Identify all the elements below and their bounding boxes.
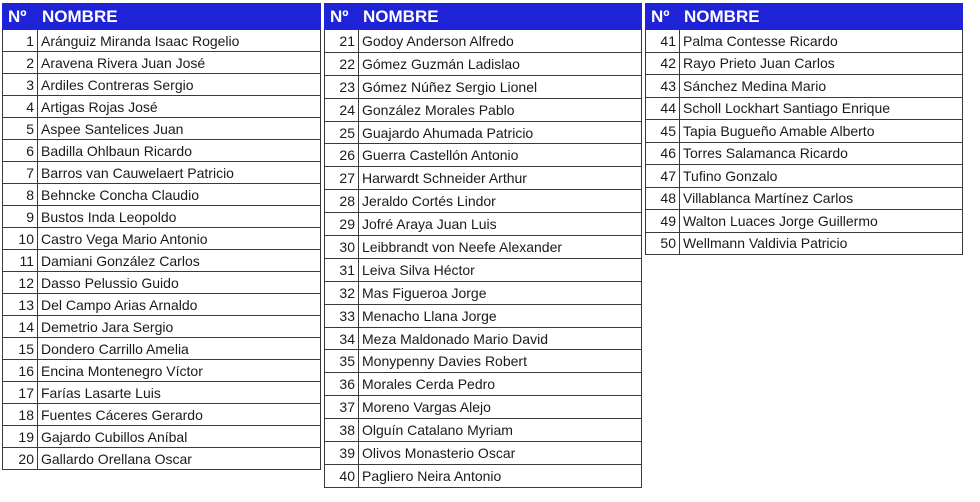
member-name: González Morales Pablo — [359, 98, 642, 121]
table-row — [3, 30, 321, 52]
row-number: 40 — [325, 464, 359, 487]
member-name: Moreno Vargas Alejo — [359, 396, 642, 419]
table-row — [3, 448, 321, 470]
table-row — [325, 30, 642, 53]
member-name: Torres Salamanca Ricardo — [680, 142, 963, 165]
table-row — [325, 75, 642, 98]
row-number: 8 — [3, 184, 38, 206]
table-row — [3, 228, 321, 250]
table-header-row — [646, 4, 963, 30]
row-number: 32 — [325, 281, 359, 304]
member-name: Jeraldo Cortés Lindor — [359, 190, 642, 213]
name-header: NOMBRE — [359, 4, 642, 30]
table-row — [325, 190, 642, 213]
member-name: Damiani González Carlos — [38, 250, 321, 272]
table-row — [325, 419, 642, 442]
table-row — [325, 396, 642, 419]
table-row — [3, 404, 321, 426]
member-name: Barros van Cauwelaert Patricio — [38, 162, 321, 184]
table-row — [3, 360, 321, 382]
member-name: Leibbrandt von Neefe Alexander — [359, 236, 642, 259]
member-name: Gajardo Cubillos Aníbal — [38, 426, 321, 448]
row-number: 48 — [646, 187, 680, 210]
table-row — [3, 184, 321, 206]
table-row — [3, 338, 321, 360]
table-row — [3, 316, 321, 338]
row-number: 46 — [646, 142, 680, 165]
member-name: Sánchez Medina Mario — [680, 75, 963, 98]
row-number: 28 — [325, 190, 359, 213]
row-number: 17 — [3, 382, 38, 404]
table-row — [646, 210, 963, 233]
name-header: NOMBRE — [38, 4, 321, 30]
row-number: 50 — [646, 232, 680, 255]
row-number: 38 — [325, 419, 359, 442]
member-name: Rayo Prieto Juan Carlos — [680, 52, 963, 75]
number-header: Nº — [3, 4, 38, 30]
table-row — [325, 236, 642, 259]
row-number: 2 — [3, 52, 38, 74]
row-number: 33 — [325, 304, 359, 327]
table-row — [646, 30, 963, 53]
table-row — [3, 162, 321, 184]
member-name: Guerra Castellón Antonio — [359, 144, 642, 167]
roster-table-3 — [645, 3, 963, 255]
member-name: Scholl Lockhart Santiago Enrique — [680, 97, 963, 120]
member-name: Aránguiz Miranda Isaac Rogelio — [38, 30, 321, 52]
member-name: Aspee Santelices Juan — [38, 118, 321, 140]
row-number: 44 — [646, 97, 680, 120]
member-name: Morales Cerda Pedro — [359, 373, 642, 396]
row-number: 16 — [3, 360, 38, 382]
member-name: Gómez Guzmán Ladislao — [359, 52, 642, 75]
table-row — [646, 187, 963, 210]
table-row — [325, 464, 642, 487]
row-number: 18 — [3, 404, 38, 426]
row-number: 30 — [325, 236, 359, 259]
table-row — [3, 382, 321, 404]
member-name: Mas Figueroa Jorge — [359, 281, 642, 304]
table-row — [646, 120, 963, 143]
member-name: Tapia Bugueño Amable Alberto — [680, 120, 963, 143]
row-number: 11 — [3, 250, 38, 272]
member-name: Badilla Ohlbaun Ricardo — [38, 140, 321, 162]
row-number: 21 — [325, 30, 359, 53]
member-name: Villablanca Martínez Carlos — [680, 187, 963, 210]
table-row — [3, 426, 321, 448]
member-name: Behncke Concha Claudio — [38, 184, 321, 206]
roster-table-2 — [324, 3, 642, 488]
table-row — [325, 98, 642, 121]
row-number: 47 — [646, 165, 680, 188]
table-row — [325, 258, 642, 281]
table-row — [3, 250, 321, 272]
row-number: 10 — [3, 228, 38, 250]
table-row — [325, 373, 642, 396]
row-number: 37 — [325, 396, 359, 419]
row-number: 19 — [3, 426, 38, 448]
table-row — [3, 294, 321, 316]
table-row — [325, 304, 642, 327]
row-number: 27 — [325, 167, 359, 190]
row-number: 1 — [3, 30, 38, 52]
member-name: Menacho Llana Jorge — [359, 304, 642, 327]
table-row — [646, 97, 963, 120]
row-number: 9 — [3, 206, 38, 228]
table-row — [646, 232, 963, 255]
table-row — [325, 350, 642, 373]
table-row — [3, 140, 321, 162]
row-number: 4 — [3, 96, 38, 118]
row-number: 23 — [325, 75, 359, 98]
row-number: 35 — [325, 350, 359, 373]
row-number: 39 — [325, 442, 359, 465]
table-header-row — [3, 4, 321, 30]
number-header: Nº — [646, 4, 680, 30]
row-number: 22 — [325, 52, 359, 75]
table-row — [325, 167, 642, 190]
member-name: Gallardo Orellana Oscar — [38, 448, 321, 470]
roster-body-1 — [3, 30, 321, 470]
table-row — [646, 75, 963, 98]
roster-body-2 — [325, 30, 642, 488]
row-number: 25 — [325, 121, 359, 144]
member-name: Bustos Inda Leopoldo — [38, 206, 321, 228]
table-row — [3, 74, 321, 96]
table-row — [646, 142, 963, 165]
member-name: Fuentes Cáceres Gerardo — [38, 404, 321, 426]
member-name: Monypenny Davies Robert — [359, 350, 642, 373]
table-header-row — [325, 4, 642, 30]
table-row — [646, 165, 963, 188]
member-name: Leiva Silva Héctor — [359, 258, 642, 281]
member-name: Dasso Pelussio Guido — [38, 272, 321, 294]
roster-table-1 — [2, 3, 321, 470]
member-name: Guajardo Ahumada Patricio — [359, 121, 642, 144]
row-number: 41 — [646, 30, 680, 53]
row-number: 49 — [646, 210, 680, 233]
row-number: 5 — [3, 118, 38, 140]
member-name: Ardiles Contreras Sergio — [38, 74, 321, 96]
row-number: 12 — [3, 272, 38, 294]
member-name: Olguín Catalano Myriam — [359, 419, 642, 442]
row-number: 7 — [3, 162, 38, 184]
row-number: 13 — [3, 294, 38, 316]
row-number: 45 — [646, 120, 680, 143]
member-name: Godoy Anderson Alfredo — [359, 30, 642, 53]
member-name: Harwardt Schneider Arthur — [359, 167, 642, 190]
table-row — [325, 442, 642, 465]
row-number: 34 — [325, 327, 359, 350]
member-name: Wellmann Valdivia Patricio — [680, 232, 963, 255]
member-name: Del Campo Arias Arnaldo — [38, 294, 321, 316]
member-name: Aravena Rivera Juan José — [38, 52, 321, 74]
member-name: Olivos Monasterio Oscar — [359, 442, 642, 465]
table-row — [325, 144, 642, 167]
member-name: Demetrio Jara Sergio — [38, 316, 321, 338]
member-name: Artigas Rojas José — [38, 96, 321, 118]
member-name: Jofré Araya Juan Luis — [359, 213, 642, 236]
member-name: Tufino Gonzalo — [680, 165, 963, 188]
name-header: NOMBRE — [680, 4, 963, 30]
row-number: 26 — [325, 144, 359, 167]
row-number: 36 — [325, 373, 359, 396]
table-row — [325, 281, 642, 304]
table-row — [3, 118, 321, 140]
table-row — [646, 52, 963, 75]
member-name: Encina Montenegro Víctor — [38, 360, 321, 382]
row-number: 14 — [3, 316, 38, 338]
member-name: Dondero Carrillo Amelia — [38, 338, 321, 360]
table-row — [3, 272, 321, 294]
member-name: Meza Maldonado Mario David — [359, 327, 642, 350]
member-name: Walton Luaces Jorge Guillermo — [680, 210, 963, 233]
row-number: 42 — [646, 52, 680, 75]
row-number: 20 — [3, 448, 38, 470]
member-name: Palma Contesse Ricardo — [680, 30, 963, 53]
roster-body-3 — [646, 30, 963, 255]
row-number: 24 — [325, 98, 359, 121]
table-row — [325, 52, 642, 75]
table-row — [325, 327, 642, 350]
table-row — [325, 213, 642, 236]
member-name: Pagliero Neira Antonio — [359, 464, 642, 487]
table-row — [3, 52, 321, 74]
row-number: 31 — [325, 258, 359, 281]
table-row — [325, 121, 642, 144]
row-number: 6 — [3, 140, 38, 162]
row-number: 3 — [3, 74, 38, 96]
row-number: 43 — [646, 75, 680, 98]
row-number: 29 — [325, 213, 359, 236]
row-number: 15 — [3, 338, 38, 360]
member-name: Gómez Núñez Sergio Lionel — [359, 75, 642, 98]
member-name: Castro Vega Mario Antonio — [38, 228, 321, 250]
member-name: Farías Lasarte Luis — [38, 382, 321, 404]
table-row — [3, 96, 321, 118]
number-header: Nº — [325, 4, 359, 30]
table-row — [3, 206, 321, 228]
